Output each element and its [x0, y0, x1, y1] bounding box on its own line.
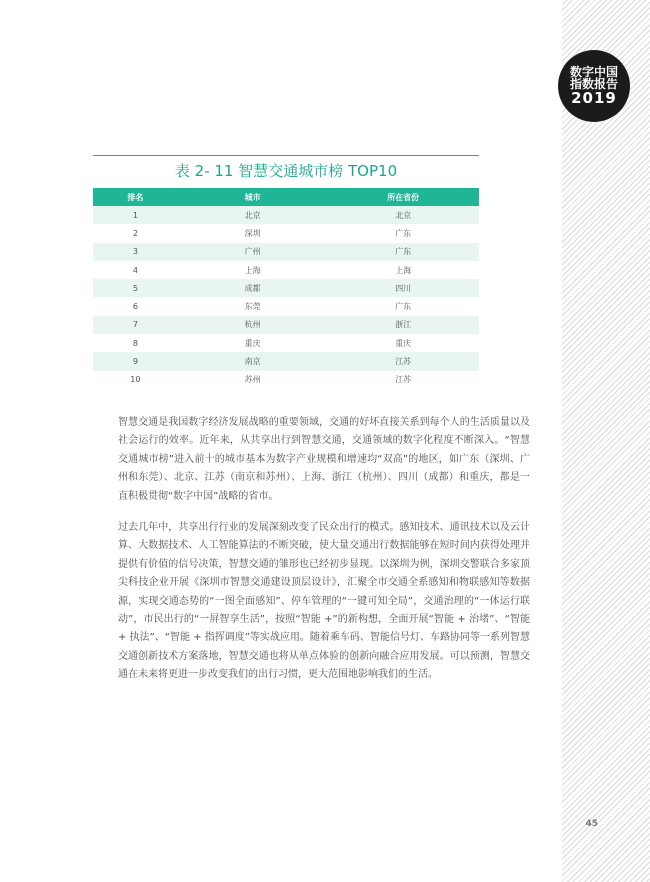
header-province: 所在省份	[327, 188, 479, 206]
cell-rank: 6	[93, 297, 178, 315]
header-city: 城市	[178, 188, 328, 206]
paragraph: 过去几年中，共享出行行业的发展深刻改变了民众出行的模式。感知技术、通讯技术以及云计算、大数据技术、人工智能算法的不断突破，使大量交通出行数据能够在短时间内获得处理并提供有价值的信号决策，智慧交通的雏形也已经初步显现。以深圳为例，深圳交警联合多家顶尖科技企业开展《深圳市智慧交通建设顶层设计》，汇聚全市交通全系感知和物联感知等数据源，实现交通态势的“一图全面感知”、停车管理的“一键可知全局”，交通治理的“一体运行联动”，市民出行的“一屏智享生活”，按照“智能 +”的新构想，全面开展“智能 + 治堵”、“智能 + 执法”、“智能 + 指挥调度”等实战应用。随着乘车码、智能信号灯、车路协同等一系列智慧交通创新技术方案落地，智慧交通也将从单点体验的创新向融合应用发展。可以预测，智慧交通在未来将更进一步改变我们的出行习惯，更大范围地影响我们的生活。	[118, 522, 530, 681]
paragraph: 智慧交通是我国数字经济发展战略的重要领域，交通的好坏直接关系到每个人的生活质量以及社会运行的效率。近年来，从共享出行到智慧交通，交通领域的数字化程度不断深入。“智慧交通城市榜”进入前十的城市基本为数字产业规模和增速均“双高”的地区，如广东（深圳、广州和东莞）、北京、江苏（南京和苏州）、上海、浙江（杭州）、四川（成都）和重庆，都是一直积极贯彻“数字中国”战略的省市。	[118, 417, 530, 502]
table-row	[93, 334, 479, 352]
table-row	[93, 371, 479, 389]
table-row	[93, 297, 479, 315]
body-text	[118, 414, 530, 698]
cell-rank: 10	[93, 371, 178, 389]
cell-rank: 4	[93, 261, 178, 279]
cell-city: 杭州	[178, 316, 328, 334]
cell-rank: 7	[93, 316, 178, 334]
report-badge	[558, 50, 630, 122]
badge-line-2: 指数报告	[569, 77, 618, 92]
cell-rank: 3	[93, 243, 178, 261]
cell-city: 深圳	[178, 224, 328, 242]
cell-province: 四川	[327, 279, 479, 297]
cell-province: 浙江	[327, 316, 479, 334]
cell-city: 重庆	[178, 334, 328, 352]
cell-city: 东莞	[178, 297, 328, 315]
table-header-row	[93, 188, 479, 206]
city-ranking-table	[93, 188, 479, 389]
cell-city: 上海	[178, 261, 328, 279]
cell-province: 广东	[327, 224, 479, 242]
badge-year: 2019	[571, 88, 617, 107]
table-title: 表 2- 11 智慧交通城市榜 TOP10	[174, 162, 398, 180]
table-row	[93, 261, 479, 279]
table-row	[93, 316, 479, 334]
header-rank: 排名	[93, 188, 178, 206]
page-number: 45	[585, 819, 598, 829]
cell-city: 北京	[178, 206, 328, 224]
table-top-rule	[93, 155, 479, 156]
cell-province: 广东	[327, 243, 479, 261]
cell-city: 广州	[178, 243, 328, 261]
cell-city: 成都	[178, 279, 328, 297]
table-row	[93, 224, 479, 242]
badge-line-1: 数字中国	[569, 64, 618, 79]
cell-province: 江苏	[327, 371, 479, 389]
cell-city: 苏州	[178, 371, 328, 389]
cell-province: 江苏	[327, 352, 479, 370]
table-row	[93, 206, 479, 224]
cell-city: 南京	[178, 352, 328, 370]
cell-rank: 8	[93, 334, 178, 352]
cell-province: 上海	[327, 261, 479, 279]
cell-rank: 5	[93, 279, 178, 297]
table-row	[93, 352, 479, 370]
cell-rank: 9	[93, 352, 178, 370]
cell-rank: 2	[93, 224, 178, 242]
cell-province: 重庆	[327, 334, 479, 352]
cell-province: 广东	[327, 297, 479, 315]
decorative-hatch-band	[562, 0, 650, 882]
table-row	[93, 243, 479, 261]
table-row	[93, 279, 479, 297]
cell-province: 北京	[327, 206, 479, 224]
cell-rank: 1	[93, 206, 178, 224]
